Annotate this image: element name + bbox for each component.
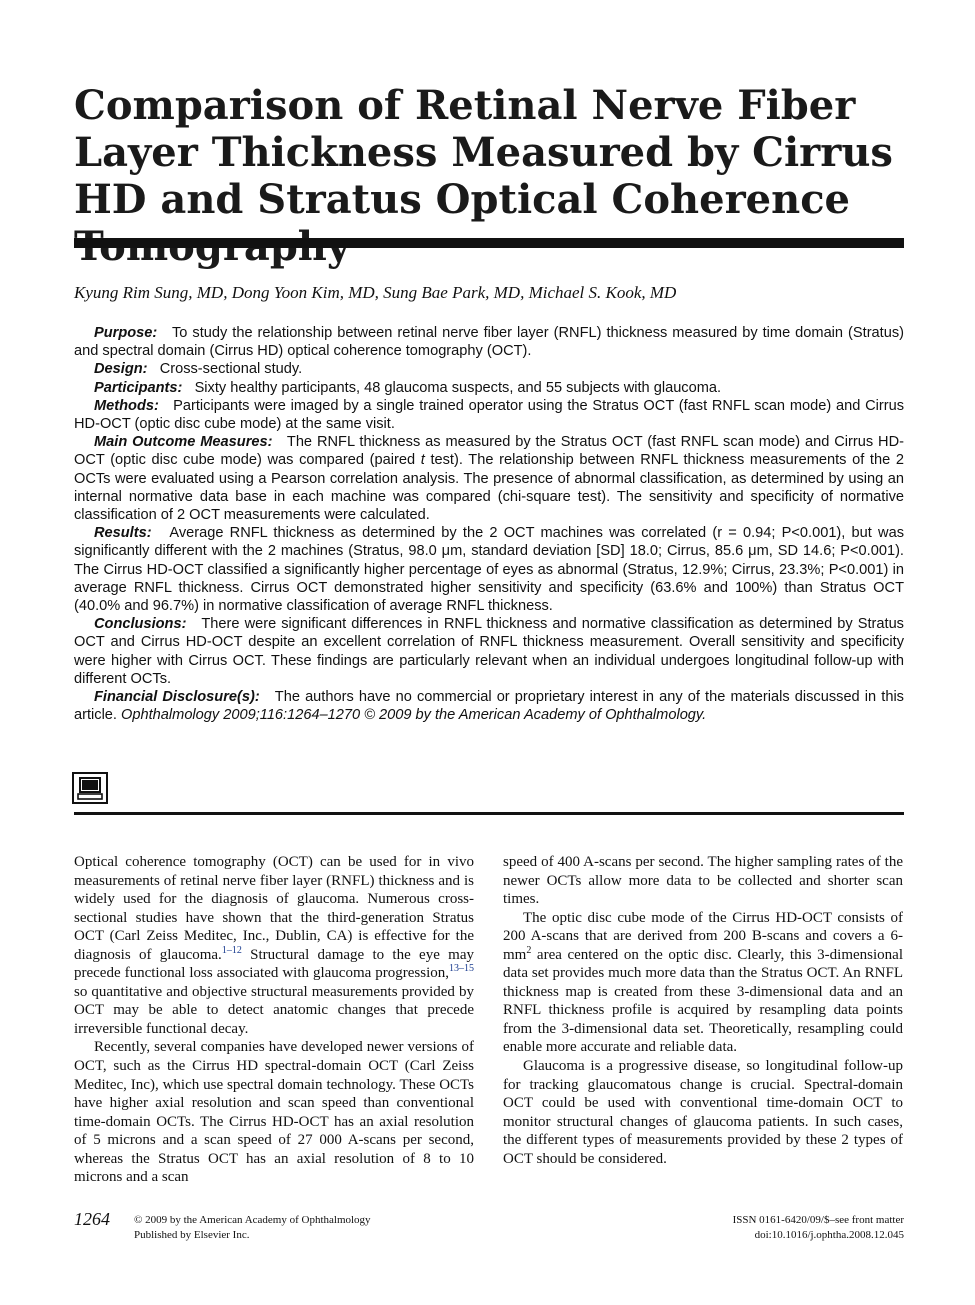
design-text: Cross-sectional study. xyxy=(159,361,303,378)
computer-monitor-icon xyxy=(72,772,108,804)
outcome-t-symbol: t xyxy=(420,452,425,469)
abstract-participants xyxy=(74,379,904,397)
reference-link[interactable]: 13–15 xyxy=(449,963,474,975)
methods-label: Methods: xyxy=(94,397,159,414)
outcome-text-2: test). The relationship between RNFL thickness measurements of the 2 OCTs were evaluated using a Pearson correlation analysis. The presence of abnormal classification, as determined by using an internal normative data base in each machine was compared (chi-square test). The sensitivity and specificity of normative classification of 2 OCT measurements were calculated. xyxy=(74,452,904,524)
body-text: area centered on the optic disc. Clearly, this 3-dimensional data set provides much more data than the Stratus OCT. An RNFL thickness map is created from these 3-dimensional data and an RNFL thickness profile is acquired by resampling data points from the 3-dimensional data set. Theoretically, resampling could enable more accurate and reliable data. xyxy=(503,946,903,1056)
purpose-text: To study the relationship between retinal nerve fiber layer (RNFL) thickness measured by time domain (Stratus) and spectral domain (Cirrus HD) optical coherence tomography (OCT). xyxy=(74,325,904,360)
disclosure-text: The authors have no commercial or proprietary interest in any of the materials discussed in this article. xyxy=(74,689,904,724)
purpose-label: Purpose: xyxy=(94,325,158,341)
body-text: The optic disc cube mode of the Cirrus HD-OCT consists of 200 A-scans that are derived from 200 B-scans and covers a 6-mm xyxy=(503,909,903,963)
body-paragraph: Glaucoma is a progressive disease, so longitudinal follow-up for tracking glaucomatous change is crucial. Spectral-domain OCT could be used with conventional time-domain OCT to monitor structural changes of glaucoma patients. In such cases, the different types of measurements provided by these 2 types of OCT should be considered. xyxy=(503,1058,903,1167)
conclusions-label: Conclusions: xyxy=(94,616,187,633)
design-label: Design: xyxy=(94,361,148,378)
footer-identifiers xyxy=(733,1213,904,1243)
issn-line: ISSN 0161-6420/09/$–see front matter xyxy=(732,1214,904,1226)
page-number: 1264 xyxy=(74,1209,110,1229)
doi-line: doi:10.1016/j.ophtha.2008.12.045 xyxy=(754,1229,904,1241)
conclusions-text: There were significant differences in RNFL thickness and normative classification as determined by Stratus OCT and Cirrus HD-OCT despite an excellent correlation of RNFL thickness measurement. Overall sensitivity and specificity were higher with Cirrus OCT. These findings are particularly relevant when an individual undergoes longitudinal follow-up with different OCTs. xyxy=(74,616,904,687)
copyright-line: © 2009 by the American Academy of Ophthalmology xyxy=(134,1214,371,1226)
body-text: Structural damage to the eye may precede functional loss associated with glaucoma progression, xyxy=(74,946,474,982)
abstract-methods xyxy=(74,397,904,433)
publisher-line: Published by Elsevier Inc. xyxy=(134,1229,250,1241)
body-paragraph xyxy=(74,853,474,1038)
results-text: Average RNFL thickness as determined by the 2 OCT machines was correlated (r = 0.94; P<0.001), but was significantly different with the 2 machines (Stratus, 98.0 μm, standard deviation [SD] 18.0; Cirrus, 85.6 μm, SD 14.6; P<0.001). The Cirrus HD-OCT classified a significantly higher percentage of eyes as abnormal (Stratus, 12.9%; Cirrus, 23.3%; P<0.001) in average RNFL thickness. Cirrus OCT demonstrated higher sensitivity and specificity (63.6% and 100%) than Stratus OCT (40.0% and 96.7%) in normative classification of average RNFL thickness. xyxy=(74,525,904,615)
methods-text: Participants were imaged by a single trained operator using the Stratus OCT (fast RNFL scan mode) and Cirrus HD-OCT (optic disc cube mode) at the same visit. xyxy=(74,397,904,433)
body-column-left xyxy=(74,853,474,1187)
abstract-design xyxy=(74,360,904,378)
abstract-divider xyxy=(74,812,904,815)
body-paragraph: Recently, several companies have developed newer versions of OCT, such as the Cirrus HD spectral-domain OCT (Carl Zeiss Meditec, Inc), which use spectral domain technology. These OCTs have higher axial resolution and scan speed than conventional time-domain OCTs. The Cirrus HD-OCT has an axial resolution of 5 microns and a scan speed of 27 000 A-scans per second, whereas the Stratus OCT has an axial resolution of 8 to 10 microns and a scan xyxy=(74,1039,474,1186)
abstract xyxy=(74,324,904,724)
abstract-results xyxy=(74,524,904,615)
body-text: so quantitative and objective structural measurements provided by OCT may be able to detect anatomic changes that precede irreversible functional decay. xyxy=(74,983,474,1037)
body-paragraph xyxy=(503,909,903,1057)
article-title: Comparison of Retinal Nerve Fiber Layer Thickness Measured by Cirrus HD and Stratus Optical Coherence xyxy=(74,82,893,223)
results-label: Results: xyxy=(94,525,152,542)
outcome-label: Main Outcome Measures: xyxy=(94,434,273,451)
title-divider xyxy=(74,238,904,248)
body-paragraph: speed of 400 A-scans per second. The higher sampling rates of the newer OCTs allow more data to be collected and shorter scan times. xyxy=(503,854,903,908)
outcome-text-1: The RNFL thickness as measured by the Stratus OCT (fast RNFL scan mode) and Cirrus HD-OCT (optic disc cube mode) was compared (paired xyxy=(74,434,904,469)
superscript: 2 xyxy=(526,944,532,956)
abstract-outcome-measures xyxy=(74,433,904,524)
footer-copyright xyxy=(134,1213,371,1243)
abstract-purpose xyxy=(74,324,904,360)
body-column-right xyxy=(503,853,903,1168)
body-text: Optical coherence tomography (OCT) can be used for in vivo measurements of retinal nerve fiber layer (RNFL) thickness and is widely used for the diagnosis of glaucoma. Numerous cross-sectional studies have shown that the third-generation Stratus OCT (Carl Zeiss Meditec, Inc., Dublin, CA) is effective for the diagnosis of glaucoma. xyxy=(74,854,474,963)
abstract-conclusions xyxy=(74,615,904,688)
participants-text: Sixty healthy participants, 48 glaucoma suspects, and 55 subjects with glaucoma. xyxy=(194,379,722,396)
journal-citation: Ophthalmology 2009;116:1264–1270 © 2009 by the American Academy of Ophthalmology. xyxy=(121,707,707,724)
disclosure-label: Financial Disclosure(s): xyxy=(94,689,260,706)
abstract-disclosure xyxy=(74,688,904,724)
reference-link[interactable]: 1–12 xyxy=(221,944,242,956)
participants-label: Participants: xyxy=(94,379,183,396)
author-list: Kyung Rim Sung, MD, Dong Yoon Kim, MD, Sung Bae Park, MD, Michael S. Kook, MD xyxy=(74,283,677,302)
